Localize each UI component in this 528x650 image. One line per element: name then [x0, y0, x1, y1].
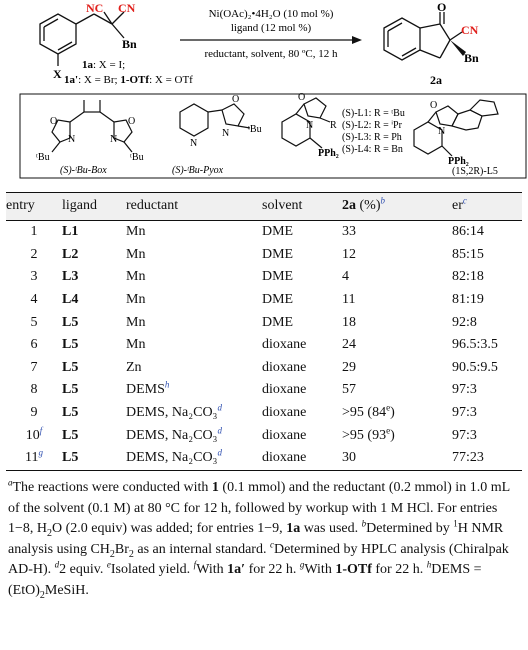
ligand-l5-o: O	[430, 100, 438, 111]
cell-ligand: L5	[62, 314, 79, 330]
cell-entry	[6, 379, 62, 402]
table-header-row	[6, 193, 522, 221]
cell-ligand: L3	[62, 269, 79, 285]
cell-reductant	[126, 221, 262, 244]
cell-reductant	[126, 402, 262, 425]
ligand-tbu-box-o2: O	[128, 116, 136, 127]
cell-yield-value: 33	[342, 224, 356, 240]
table-row	[6, 424, 522, 447]
cell-yield-value: 18	[342, 314, 356, 330]
header-er-main: er	[452, 198, 463, 213]
cell-reductant-value: Zn	[126, 359, 142, 375]
cell-entry-value: 2	[30, 246, 38, 262]
cell-entry-value: 10	[25, 427, 40, 443]
substrate-nc: NC	[86, 1, 104, 15]
cell-entry	[6, 221, 62, 244]
cell-entry-value: 11	[25, 450, 39, 466]
cell-yield	[342, 447, 452, 470]
header-er-note: c	[462, 195, 467, 206]
cell-er: 90.5:9.5	[452, 359, 498, 375]
cell-reductant	[126, 334, 262, 357]
cell-entry	[6, 266, 62, 289]
ligand-phox-pph2: PPh₂	[318, 148, 339, 159]
ligand-tbu-pyox-label: (S)-ᵗBu-Pyox	[172, 165, 224, 176]
ligand-phox-l1: (S)-L1: R = ᵗBu	[342, 108, 405, 119]
conditions-reductant: reductant, solvent, 80 ºC, 12 h	[204, 48, 338, 60]
cell-entry-note: f	[39, 424, 43, 435]
table-row	[6, 311, 522, 334]
cell-yield	[342, 266, 452, 289]
cell-solvent: DME	[262, 269, 294, 285]
cell-reductant	[126, 357, 262, 380]
ligand-tbu-pyox-n-py: N	[190, 138, 198, 149]
cell-reductant-note: d	[217, 447, 222, 458]
cell-er: 77:23	[452, 450, 484, 466]
ligand-tbu-box-label: (S)-ᵗBu-Box	[60, 165, 107, 176]
cell-er: 97:3	[452, 405, 477, 421]
cell-solvent: DME	[262, 314, 294, 330]
cell-reductant	[126, 379, 262, 402]
header-ligand: ligand	[62, 198, 97, 213]
product-oxygen: O	[437, 0, 447, 14]
ligand-l5-structure	[414, 100, 498, 156]
cell-yield-value: 11	[342, 292, 356, 308]
cell-entry-value: 6	[30, 337, 38, 353]
cell-entry-value: 4	[30, 292, 38, 308]
substrate-cn: CN	[118, 1, 136, 15]
product-structure	[384, 12, 462, 60]
ligand-tbu-pyox-n: N	[222, 128, 230, 139]
cell-er: 86:14	[452, 224, 484, 240]
ligand-l5-label: (1S,2R)-L5	[452, 166, 498, 177]
substrate-label-1a-prime: 1a': X = Br; 1-OTf: X = OTf	[64, 74, 193, 86]
cell-yield-value: 4	[342, 269, 349, 285]
cell-yield	[342, 289, 452, 312]
cell-reductant	[126, 266, 262, 289]
footnotes	[8, 478, 522, 601]
cell-reductant-note: h	[164, 379, 170, 390]
cell-yield	[342, 357, 452, 380]
cell-entry	[6, 402, 62, 425]
cell-yield-isolated: 84	[372, 405, 387, 421]
table-row	[6, 379, 522, 402]
cell-yield	[342, 379, 452, 402]
table-row	[6, 447, 522, 470]
ligand-tbu-box-tbu2: ᵗBu	[130, 152, 144, 163]
conditions-ligand: ligand (12 mol %)	[230, 22, 312, 34]
ligand-phox-l4: (S)-L4: R = Bn	[342, 144, 403, 155]
ligand-tbu-box-n1: N	[68, 134, 76, 145]
ligand-l5-n: N	[438, 126, 446, 137]
cell-entry-value: 8	[30, 382, 38, 398]
cell-yield: >95 (84e)	[342, 402, 395, 421]
cell-yield	[342, 244, 452, 267]
cell-er: 85:15	[452, 246, 484, 262]
cell-reductant	[126, 289, 262, 312]
product-label: 2a	[430, 73, 442, 87]
cell-ligand: L5	[62, 359, 79, 375]
cell-ligand: L5	[62, 382, 79, 398]
cell-reductant-value: Mn	[126, 292, 146, 308]
cell-ligand: L4	[62, 292, 79, 308]
cell-ligand: L1	[62, 224, 79, 240]
cell-yield-value: 30	[342, 450, 356, 466]
cell-reductant-note: d	[217, 424, 222, 435]
table-row	[6, 266, 522, 289]
cell-reductant-value: DEMS	[126, 382, 165, 398]
cell-yield: >95 (93e)	[342, 424, 395, 443]
substrate-bn: Bn	[122, 37, 137, 51]
cell-er: 82:18	[452, 269, 484, 285]
cell-reductant	[126, 311, 262, 334]
ligand-tbu-pyox-structure	[180, 104, 250, 136]
header-yield-main: 2a	[342, 198, 356, 213]
cell-yield-value: >95	[342, 405, 364, 421]
header-solvent: solvent	[262, 198, 303, 213]
cell-reductant	[126, 447, 262, 470]
cell-solvent: dioxane	[262, 359, 307, 375]
header-yield	[342, 193, 452, 221]
substrate-label-1a: 1a: X = I;	[82, 59, 126, 71]
ligand-phox-l2: (S)-L2: R = ⁱPr	[342, 120, 402, 131]
cell-entry-note: g	[38, 447, 43, 458]
cell-entry	[6, 447, 62, 470]
cell-er: 92:8	[452, 314, 477, 330]
header-er	[452, 193, 522, 221]
ligand-phox-n: N	[306, 120, 314, 131]
reaction-scheme	[0, 0, 528, 190]
cell-entry-value: 7	[30, 359, 38, 375]
cell-reductant-value: Mn	[126, 246, 146, 262]
ligand-tbu-pyox-o: O	[232, 94, 240, 105]
cell-reductant-value: DEMS, Na₂CO₃	[126, 405, 218, 421]
ligand-phox-l3: (S)-L3: R = Ph	[342, 132, 402, 143]
ligand-phox-r: R	[330, 120, 337, 131]
cell-entry	[6, 357, 62, 380]
ligand-tbu-box-o1: O	[50, 116, 58, 127]
product-bn: Bn	[464, 51, 479, 65]
cell-yield-value: 29	[342, 359, 356, 375]
table-row	[6, 402, 522, 425]
cell-solvent: DME	[262, 224, 294, 240]
cell-reductant-value: DEMS, Na₂CO₃	[126, 450, 218, 466]
footnote-a: $^a$The reactions were conducted with 1 (0.1 mmol) and the reductant (0.2 mmol) in 1.0 mL of the solvent (0.1 M) at 80 °C for 12 h, followed by workup with 1 M HCl. For entries 1−8, $H_2O$ (2.0 equiv) was added; for entries 1−9, 1a was used. $^b$Determined by $^1$H NMR analysis using $CH_2Br_2$ as an internal standard. $^c$Determined by HPLC analysis (Chiralpak AD-H). $^d$2 equiv. $^e$Isolated yield. $^f$With 1a′ for 22 h. $^g$With 1-OTf for 22 h. $^h$DEMS = $(EtO)_2MeSiH$.	[8, 477, 510, 601]
table-row	[6, 289, 522, 312]
cell-er: 96.5:3.5	[452, 337, 498, 353]
cell-ligand: L5	[62, 405, 79, 421]
reaction-arrowhead	[352, 36, 362, 44]
ligand-l5-pph2: PPh₂	[448, 156, 469, 167]
cell-er: 81:19	[452, 292, 484, 308]
cell-entry	[6, 334, 62, 357]
cell-yield-value: >95	[342, 427, 364, 443]
table-row	[6, 357, 522, 380]
cell-entry-value: 5	[30, 314, 38, 330]
cell-er: 97:3	[452, 427, 477, 443]
cell-yield-value: 24	[342, 337, 356, 353]
cell-entry	[6, 244, 62, 267]
cell-yield-isolated: 93	[372, 427, 387, 443]
cell-entry-value: 3	[30, 269, 38, 285]
cell-ligand: L5	[62, 337, 79, 353]
cell-reductant-value: Mn	[126, 337, 146, 353]
cell-solvent: dioxane	[262, 427, 307, 443]
cell-yield	[342, 221, 452, 244]
cell-yield-value: 57	[342, 382, 356, 398]
cell-reductant-value: Mn	[126, 269, 146, 285]
cell-solvent: DME	[262, 292, 294, 308]
optimization-table	[6, 192, 522, 471]
cell-reductant-value: DEMS, Na₂CO₃	[126, 427, 218, 443]
cell-reductant-note: d	[217, 402, 222, 413]
cell-solvent: dioxane	[262, 337, 307, 353]
cell-solvent: dioxane	[262, 382, 307, 398]
table-row	[6, 334, 522, 357]
cell-yield-isolated-note: e	[386, 402, 391, 413]
cell-reductant-value: Mn	[126, 314, 146, 330]
cell-solvent: dioxane	[262, 405, 307, 421]
header-yield-note: b	[380, 195, 385, 206]
cell-entry	[6, 311, 62, 334]
cell-ligand: L5	[62, 427, 79, 443]
cell-entry-value: 1	[30, 224, 38, 240]
cell-ligand: L2	[62, 246, 79, 262]
cell-yield	[342, 311, 452, 334]
cell-reductant-value: Mn	[126, 224, 146, 240]
cell-yield	[342, 334, 452, 357]
ligand-tbu-box-tbu1: ᵗBu	[36, 152, 50, 163]
cell-solvent: dioxane	[262, 450, 307, 466]
substrate-x: X	[53, 67, 62, 81]
ligand-tbu-box-structure	[52, 100, 132, 152]
product-cn: CN	[461, 23, 479, 37]
table-body	[6, 221, 522, 471]
table-row	[6, 244, 522, 267]
table-row	[6, 221, 522, 244]
ligand-tbu-pyox-tbu: ᵗBu	[248, 124, 262, 135]
cell-entry	[6, 424, 62, 447]
ligand-tbu-box-n2: N	[110, 134, 118, 145]
conditions-catalyst: Ni(OAc)₂•4H₂O (10 mol %)	[208, 8, 334, 20]
header-yield-unit: (%)	[356, 198, 381, 213]
ligand-phox-o: O	[298, 92, 306, 103]
cell-ligand: L5	[62, 450, 79, 466]
cell-yield-isolated-note: e	[386, 424, 391, 435]
header-entry: entry	[6, 198, 35, 213]
cell-er: 97:3	[452, 382, 477, 398]
substrate-structure	[40, 12, 124, 66]
cell-entry-value: 9	[30, 405, 38, 421]
cell-reductant	[126, 424, 262, 447]
header-reductant: reductant	[126, 198, 179, 213]
cell-yield-value: 12	[342, 246, 356, 262]
cell-entry	[6, 289, 62, 312]
cell-reductant	[126, 244, 262, 267]
cell-solvent: DME	[262, 246, 294, 262]
